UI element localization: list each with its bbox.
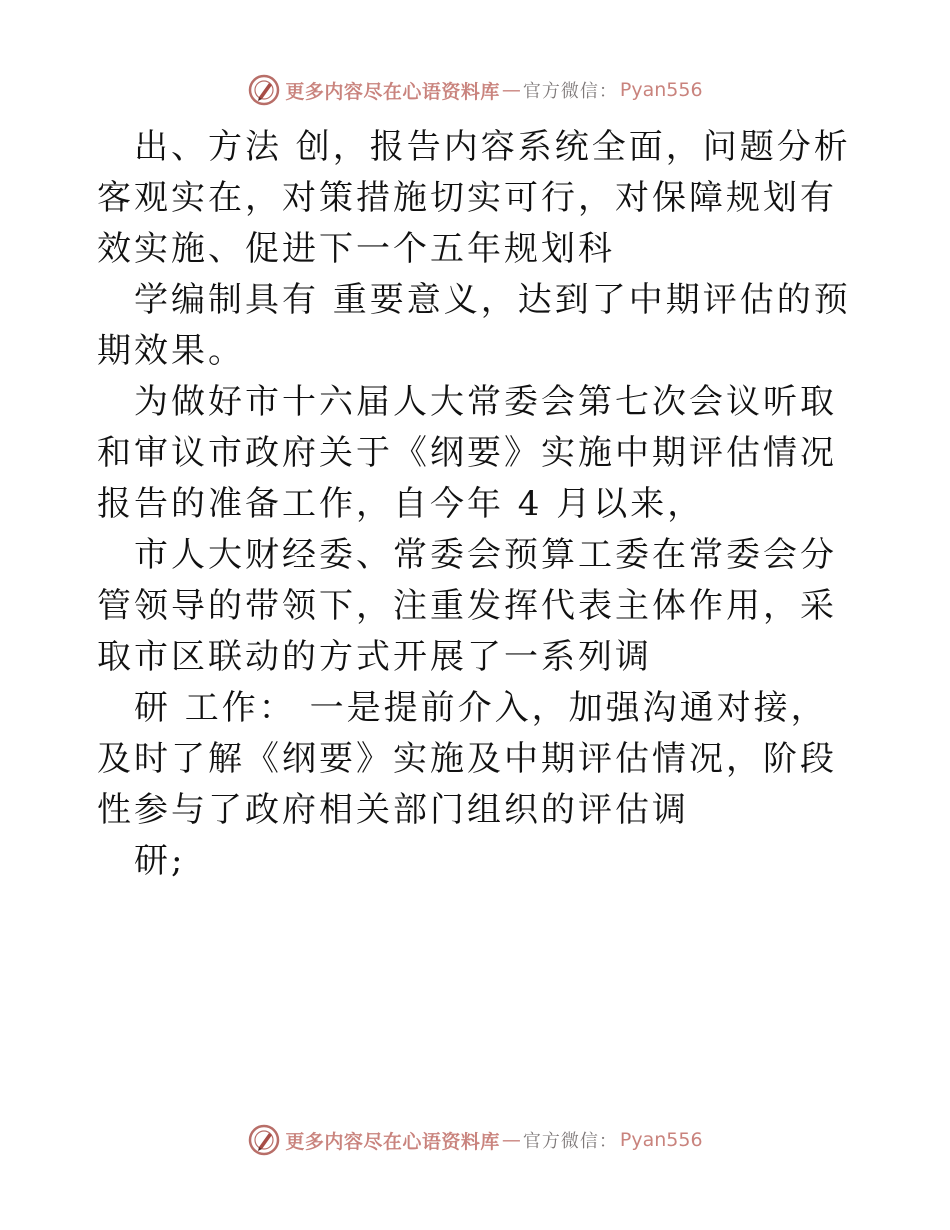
watermark-brand: 更多内容尽在心语资料库 [285, 1130, 500, 1153]
footer-watermark [0, 1120, 950, 1160]
watermark-separator: — [501, 1129, 521, 1151]
watermark-account: Pyan556 [619, 1129, 703, 1151]
document-body [97, 122, 857, 887]
watermark-separator: — [501, 79, 521, 101]
pen-nib-logo-icon [247, 73, 281, 107]
paragraph-3: 为做好市十六届人大常委会第七次会议听取和审议市政府关于《纲要》实施中期评估情况报告的准备工作，自今年 4 月以来， [97, 382, 837, 524]
watermark-brand: 更多内容尽在心语资料库 [285, 80, 500, 103]
paragraph-2: 学编制具有 重要意义，达到了中期评估的预期效果。 [97, 280, 851, 371]
paragraph-4: 市人大财经委、常委会预算工委在常委会分管领导的带领下，注重发挥代表主体作用，采取市区联动的方式开展了一系列调 [97, 535, 837, 677]
paragraph-6: 研; [134, 841, 186, 881]
paragraph-1: 出、方法 创，报告内容系统全面，问题分析客观实在，对策措施切实可行，对保障规划有效实施、促进下一个五年规划科 [97, 127, 851, 269]
paragraph-5: 研 工作： 一是提前介入，加强沟通对接，及时了解《纲要》实施及中期评估情况，阶段性参与了政府相关部门组织的评估调 [97, 688, 837, 830]
header-watermark [0, 70, 950, 110]
watermark-wechat-label: 官方微信： [522, 1131, 618, 1152]
watermark-account: Pyan556 [619, 79, 703, 101]
watermark-wechat-label: 官方微信： [522, 81, 618, 102]
pen-nib-logo-icon [247, 1123, 281, 1157]
